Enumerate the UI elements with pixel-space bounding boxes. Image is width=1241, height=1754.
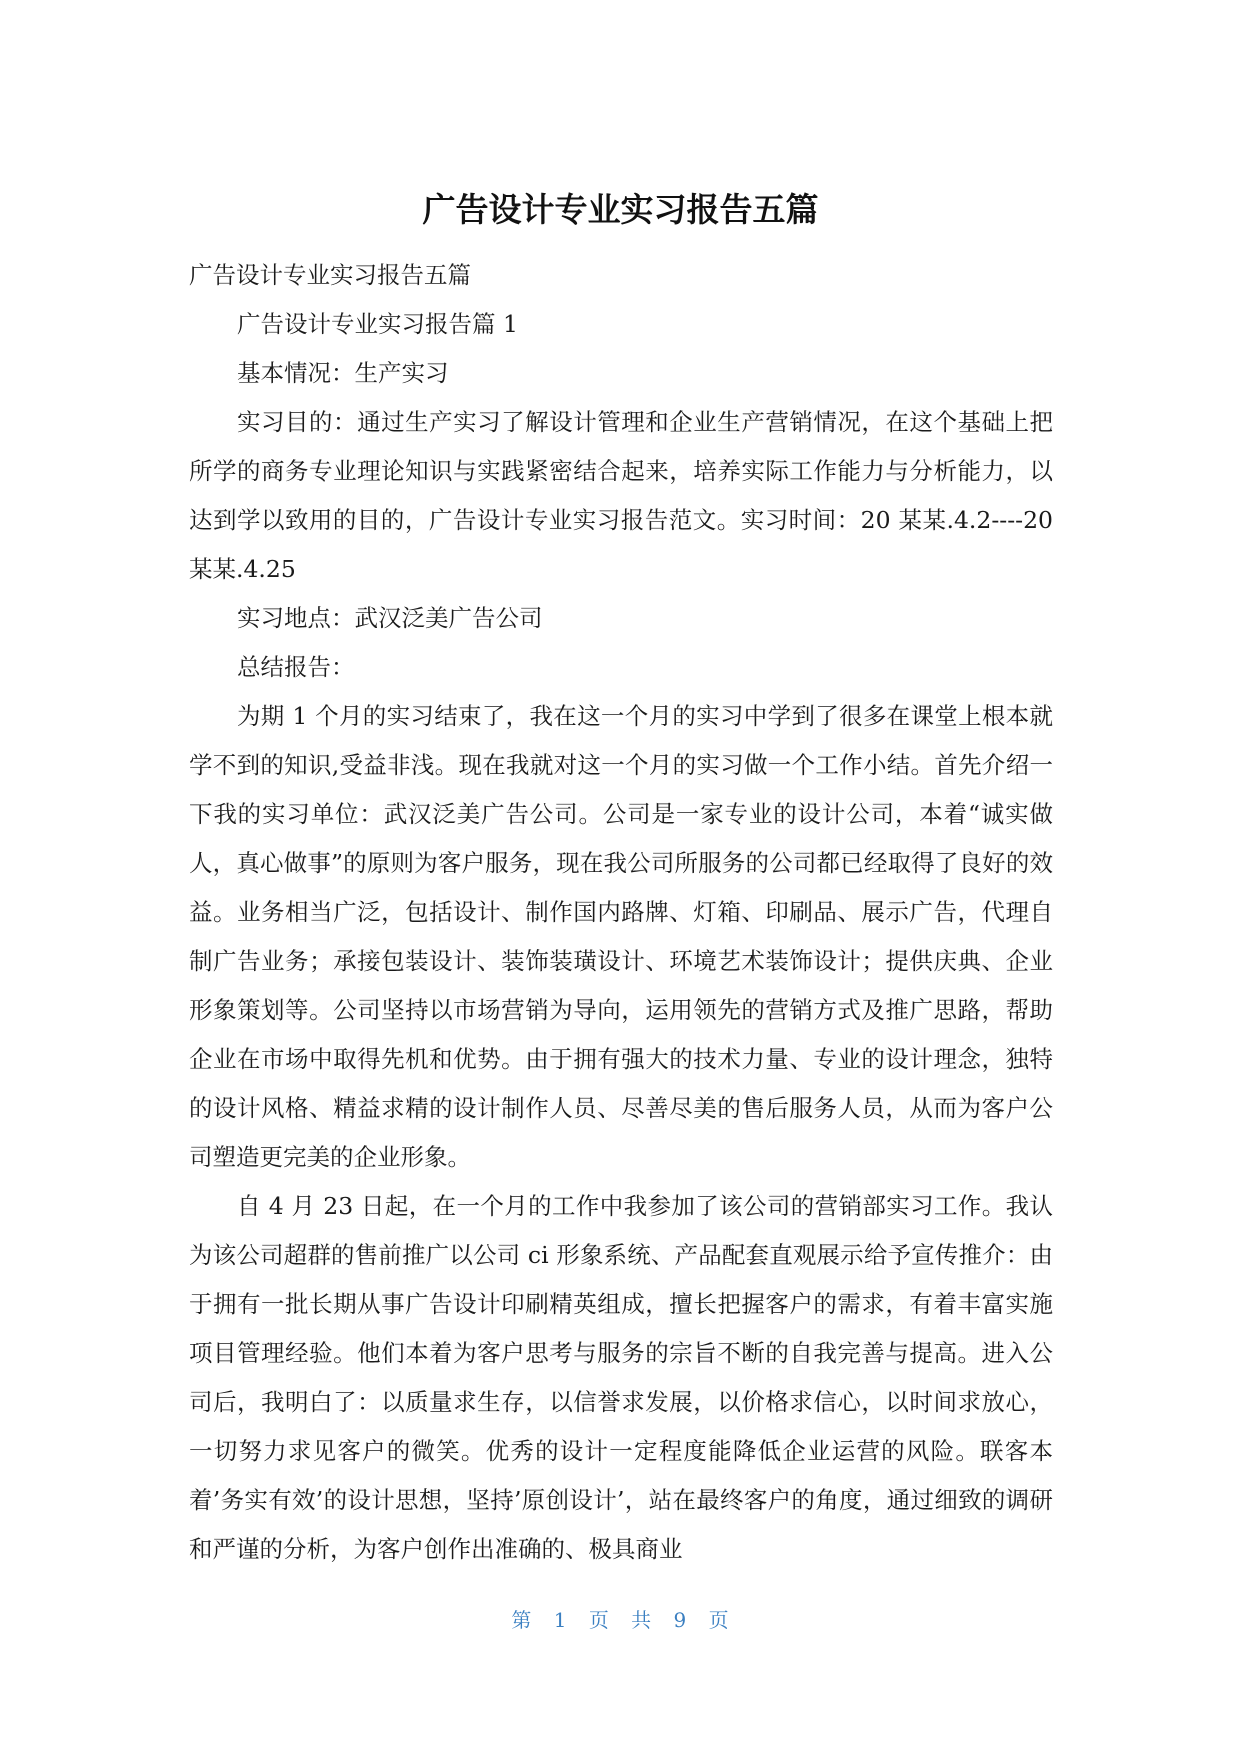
document-title: 广告设计专业实习报告五篇 (422, 190, 819, 229)
paragraph: 实习地点：武汉泛美广告公司 (237, 604, 543, 632)
paragraph: 广告设计专业实习报告篇 1 (237, 310, 518, 338)
paragraph: 基本情况：生产实习 (237, 359, 449, 387)
paragraph: 总结报告： (237, 653, 355, 681)
paragraph: 为期 1 个月的实习结束了，我在这一个月的实习中学到了很多在课堂上根本就学不到的知识,受益非浅。现在我就对这一个月的实习做一个工作小结。首先介绍一下我的实习单位：武汉泛美广告公司。公司是一家专业的设计公司，本着“诚实做人，真心做事”的原则为客户服务，现在我公司所服务的公司都已经取得了良好的效益。业务相当广泛，包括设计、制作国内路牌、灯箱、印刷品、展示广告，代理自制广告业务；承接包装设计、装饰装璜设计、环境艺术装饰设计；提供庆典、企业形象策划等。公司坚持以市场营销为导向，运用领先的营销方式及推广思路，帮助企业在市场中取得先机和优势。由于拥有强大的技术力量、专业的设计理念，独特的设计风格、精益求精的设计制作人员、尽善尽美的售后服务人员，从而为客户公司塑造更完美的企业形象。 (189, 702, 1053, 1171)
paragraph: 自 4 月 23 日起，在一个月的工作中我参加了该公司的营销部实习工作。我认为该公司超群的售前推广以公司 ci 形象系统、产品配套直观展示给予宣传推介：由于拥有一批长期从事广告设计印刷精英组成，擅长把握客户的需求，有着丰富实施项目管理经验。他们本着为客户思考与服务的宗旨不断的自我完善与提高。进入公司后，我明白了：以质量求生存，以信誉求发展，以价格求信心，以时间求放心，一切努力求见客户的微笑。优秀的设计一定程度能降低企业运营的风险。联客本着’务实有效’的设计思想，坚持’原创设计’，站在最终客户的角度，通过细致的调研和严谨的分析，为客户创作出准确的、极具商业 (189, 1192, 1053, 1563)
paragraph: 广告设计专业实习报告五篇 (189, 261, 471, 289)
document-body (189, 251, 1053, 1574)
paragraph: 实习目的：通过生产实习了解设计管理和企业生产营销情况，在这个基础上把所学的商务专业理论知识与实践紧密结合起来，培养实际工作能力与分析能力，以达到学以致用的目的，广告设计专业实习报告范文。实习时间：20 某某.4.2----20 某某.4.25 (189, 408, 1053, 583)
page-number-footer: 第 1 页 共 9 页 (511, 1608, 730, 1632)
